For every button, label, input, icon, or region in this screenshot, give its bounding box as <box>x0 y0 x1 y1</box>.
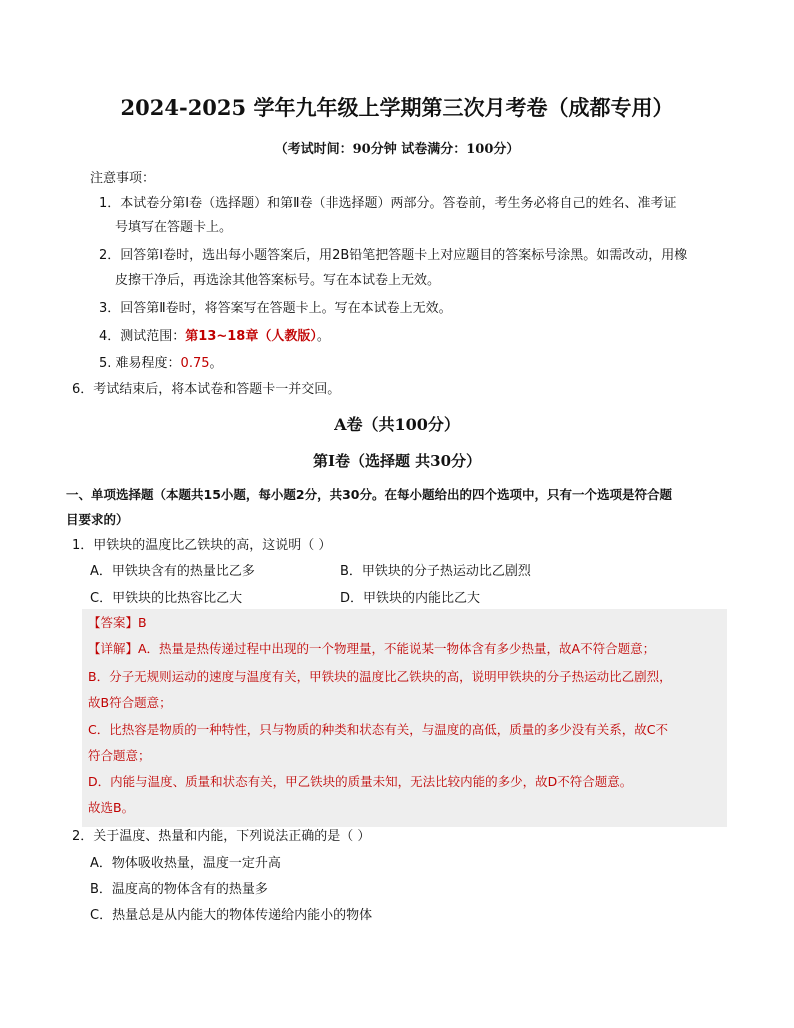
q1-option-b: B．甲铁块的分子热运动比乙剧烈 <box>340 564 531 579</box>
test-range: 第13~18章（人教版） <box>185 329 317 344</box>
q1-explain-c-line-1: C．比热容是物质的一种特性，只与物质的种类和状态有关，与温度的高低，质量的多少没有关系，故C不 <box>88 722 668 737</box>
difficulty-value: 0.75 <box>180 356 210 371</box>
q1-option-a: A．甲铁块含有的热量比乙多 <box>90 564 255 579</box>
q2-option-c: C．热量总是从内能大的物体传递给内能小的物体 <box>90 908 373 923</box>
instruction-line-1: 一、单项选择题（本题共15小题，每小题2分，共30分。在每小题给出的四个选项中，只有一个选项是符合题 <box>66 487 672 502</box>
q1-stem: 1．甲铁块的温度比乙铁块的高，这说明（ ） <box>72 538 332 553</box>
note-5 <box>99 355 223 373</box>
q2-option-b: B．温度高的物体含有的热量多 <box>90 882 268 897</box>
q1-explain-b-line-2: 故B符合题意； <box>88 695 172 710</box>
q1-option-d: D．甲铁块的内能比乙大 <box>340 591 481 606</box>
note-4 <box>99 328 330 346</box>
note-4-prefix: 4．测试范围： <box>99 329 186 344</box>
q1-explain-b-line-1: B．分子无规则运动的速度与温度有关，甲铁块的温度比乙铁块的高，说明甲铁块的分子热运动比乙剧烈， <box>88 669 672 684</box>
note-1-line-2: 号填写在答题卡上。 <box>115 220 233 235</box>
instruction-line-2: 目要求的） <box>66 512 129 527</box>
page-title: 2024-2025 学年九年级上学期第三次月考卷（成都专用） <box>120 95 674 120</box>
note-5-suffix: 。 <box>209 356 223 371</box>
part-one-heading: 第Ⅰ卷（选择题 共30分） <box>312 452 482 470</box>
q1-answer: 【答案】B <box>88 615 147 630</box>
exam-info: （考试时间：90分钟 试卷满分：100分） <box>274 142 520 157</box>
note-5-prefix: 5. 难易程度： <box>99 356 181 371</box>
volume-a-heading: A卷（共100分） <box>334 415 460 434</box>
q1-conclusion: 故选B。 <box>88 800 135 815</box>
q1-option-c: C．甲铁块的比热容比乙大 <box>90 591 243 606</box>
q1-explain-c-line-2: 符合题意； <box>88 748 151 763</box>
note-2-line-2: 皮擦干净后，再选涂其他答案标号。写在本试卷上无效。 <box>115 273 441 288</box>
q2-option-a: A．物体吸收热量，温度一定升高 <box>90 856 281 871</box>
q1-explain-d: D．内能与温度、质量和状态有关，甲乙铁块的质量未知，无法比较内能的多少，故D不符合题意。 <box>88 774 633 789</box>
note-4-suffix: 。 <box>316 329 330 344</box>
q2-stem: 2．关于温度、热量和内能，下列说法正确的是（ ） <box>72 829 371 844</box>
notes-heading: 注意事项： <box>90 171 156 186</box>
note-2-line-1: 2．回答第Ⅰ卷时，选出每小题答案后，用2B铅笔把答题卡上对应题目的答案标号涂黑。如需改动，用橡 <box>99 248 688 263</box>
note-6: 6．考试结束后，将本试卷和答题卡一并交回。 <box>72 382 341 397</box>
q1-explain-a: 【详解】A．热量是热传递过程中出现的一个物理量，不能说某一物体含有多少热量，故A不符合题意； <box>88 641 656 656</box>
note-1-line-1: 1．本试卷分第Ⅰ卷（选择题）和第Ⅱ卷（非选择题）两部分。答卷前，考生务必将自己的姓名、准考证 <box>99 196 677 211</box>
note-3: 3．回答第Ⅱ卷时，将答案写在答题卡上。写在本试卷上无效。 <box>99 301 452 316</box>
